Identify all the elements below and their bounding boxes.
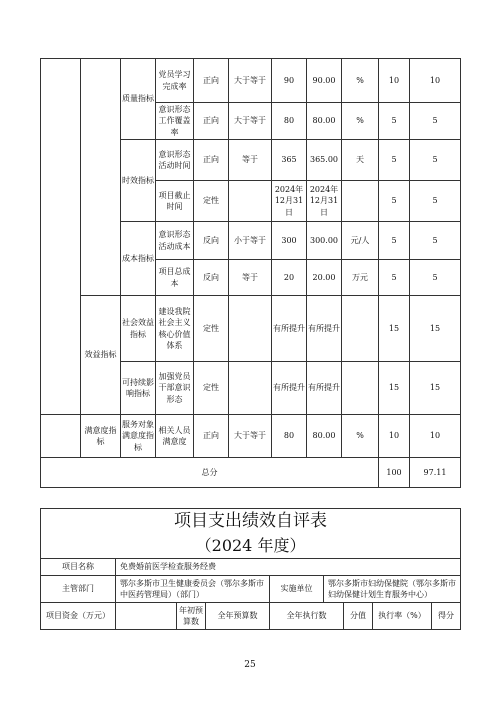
operator-cell: 小于等于 <box>229 222 272 260</box>
department-row <box>41 576 461 603</box>
target-cell: 90 <box>272 59 307 103</box>
level3-cell: 项目截止时间 <box>156 181 194 222</box>
weight-cell: 15 <box>379 296 410 362</box>
direction-cell: 定性 <box>194 296 229 362</box>
level2-cell: 成本指标 <box>121 222 156 296</box>
blank-cell <box>41 415 81 458</box>
weight-cell: 5 <box>379 103 410 140</box>
unit-cell <box>342 296 379 362</box>
project-name-row <box>41 559 461 576</box>
score-cell: 5 <box>410 181 461 222</box>
score-cell: 10 <box>410 59 461 103</box>
page-number: 25 <box>244 660 256 670</box>
score-cell: 5 <box>410 260 461 296</box>
blank-cell <box>81 59 121 296</box>
actual-cell: 有所提升 <box>307 362 342 415</box>
score-cell: 5 <box>410 140 461 181</box>
form-year: （2024 年度） <box>41 534 461 559</box>
target-cell: 80 <box>272 415 307 458</box>
actual-cell: 80.00 <box>307 103 342 140</box>
operator-cell <box>229 296 272 362</box>
unit-cell: 元/人 <box>342 222 379 260</box>
operator-cell: 大于等于 <box>229 59 272 103</box>
operator-cell: 等于 <box>229 140 272 181</box>
actual-cell: 20.00 <box>307 260 342 296</box>
score-cell: 15 <box>410 296 461 362</box>
score-cell: 5 <box>410 222 461 260</box>
col-score: 得分 <box>432 603 461 630</box>
direction-cell: 定性 <box>194 362 229 415</box>
form-title: 项目支出绩效自评表 <box>41 509 461 534</box>
level3-cell: 建设我院社会主义核心价值体系 <box>156 296 194 362</box>
weight-cell: 5 <box>379 222 410 260</box>
direction-cell: 定性 <box>194 181 229 222</box>
unit-cell: % <box>342 59 379 103</box>
weight-cell: 15 <box>379 362 410 415</box>
dept-value: 鄂尔多斯市卫生健康委员会（鄂尔多斯市中医药管理局）（部门） <box>116 576 270 603</box>
unit-cell <box>342 362 379 415</box>
title-row <box>41 509 461 534</box>
weight-cell: 10 <box>379 415 410 458</box>
operator-cell <box>229 181 272 222</box>
weight-cell: 5 <box>379 260 410 296</box>
total-label: 总分 <box>41 458 379 488</box>
blank-cell <box>41 59 81 415</box>
unit-cell: 天 <box>342 140 379 181</box>
blank-cell <box>116 603 177 630</box>
unit-cell: % <box>342 415 379 458</box>
direction-cell: 正向 <box>194 140 229 181</box>
actual-cell: 80.00 <box>307 415 342 458</box>
level3-cell: 意识形态工作覆盖率 <box>156 103 194 140</box>
direction-cell: 正向 <box>194 59 229 103</box>
table-row <box>41 59 461 103</box>
direction-cell: 正向 <box>194 415 229 458</box>
direction-cell: 反向 <box>194 222 229 260</box>
actual-cell: 90.00 <box>307 59 342 103</box>
total-score: 97.11 <box>410 458 461 488</box>
weight-cell: 5 <box>379 140 410 181</box>
weight-cell: 5 <box>379 181 410 222</box>
target-cell: 20 <box>272 260 307 296</box>
actual-cell: 300.00 <box>307 222 342 260</box>
col-score-value: 分值 <box>344 603 373 630</box>
level3-cell: 加强党员干部意识形态 <box>156 362 194 415</box>
target-cell: 有所提升 <box>272 362 307 415</box>
level3-cell: 相关人员满意度 <box>156 415 194 458</box>
impl-value: 鄂尔多斯市妇幼保健院（鄂尔多斯市妇幼保健计划生育服务中心） <box>324 576 461 603</box>
actual-cell: 有所提升 <box>307 296 342 362</box>
dept-label: 主管部门 <box>41 576 116 603</box>
level2-cell: 时效指标 <box>121 140 156 222</box>
score-cell: 10 <box>410 415 461 458</box>
target-cell: 有所提升 <box>272 296 307 362</box>
unit-cell <box>342 181 379 222</box>
level2-cell: 服务对象满意度指标 <box>121 415 156 458</box>
funds-header-row <box>41 603 461 630</box>
project-name-label: 项目名称 <box>41 559 116 576</box>
level2-cell: 社会效益指标 <box>121 296 156 362</box>
target-cell: 2024年12月31日 <box>272 181 307 222</box>
col-exec-full-year: 全年执行数 <box>270 603 344 630</box>
operator-cell <box>229 362 272 415</box>
actual-cell: 2024年12月31日 <box>307 181 342 222</box>
score-cell: 15 <box>410 362 461 415</box>
level3-cell: 意识形态活动成本 <box>156 222 194 260</box>
indicator-table <box>40 58 461 488</box>
operator-cell: 等于 <box>229 260 272 296</box>
year-row <box>41 534 461 559</box>
self-evaluation-form <box>40 508 461 630</box>
level1-cell: 满意度指标 <box>81 415 121 458</box>
funds-label: 项目资金（万元） <box>41 603 116 630</box>
impl-label: 实施单位 <box>270 576 324 603</box>
direction-cell: 反向 <box>194 260 229 296</box>
operator-cell: 大于等于 <box>229 415 272 458</box>
unit-cell: % <box>342 103 379 140</box>
col-exec-rate: 执行率（%） <box>373 603 432 630</box>
level3-cell: 党员学习完成率 <box>156 59 194 103</box>
target-cell: 80 <box>272 103 307 140</box>
table-row <box>41 415 461 458</box>
unit-cell: 万元 <box>342 260 379 296</box>
total-weight: 100 <box>379 458 410 488</box>
level3-cell: 项目总成本 <box>156 260 194 296</box>
target-cell: 300 <box>272 222 307 260</box>
level1-cell: 效益指标 <box>81 296 121 415</box>
score-cell: 5 <box>410 103 461 140</box>
level2-cell: 质量指标 <box>121 59 156 140</box>
weight-cell: 10 <box>379 59 410 103</box>
table-row <box>41 296 461 362</box>
project-name-value: 免费婚前医学检查服务经费 <box>116 559 461 576</box>
target-cell: 365 <box>272 140 307 181</box>
direction-cell: 正向 <box>194 103 229 140</box>
col-budget-year-start: 年初预算数 <box>177 603 206 630</box>
operator-cell: 大于等于 <box>229 103 272 140</box>
total-row <box>41 458 461 488</box>
actual-cell: 365.00 <box>307 140 342 181</box>
level2-cell: 可持续影响指标 <box>121 362 156 415</box>
col-budget-full-year: 全年预算数 <box>206 603 270 630</box>
level3-cell: 意识形态活动时间 <box>156 140 194 181</box>
